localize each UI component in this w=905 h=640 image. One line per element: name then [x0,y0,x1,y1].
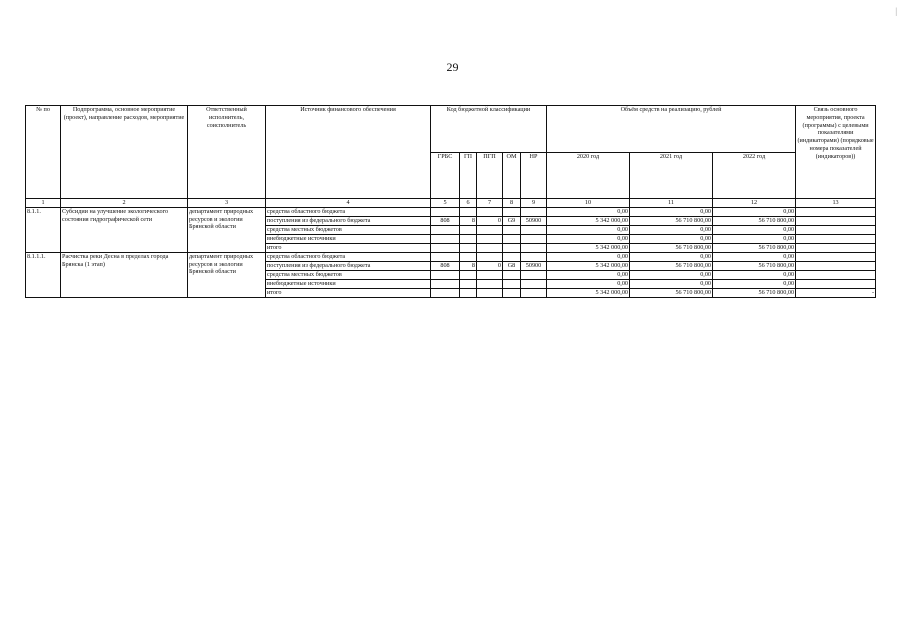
header-no: № по [26,106,61,199]
gp-cell [460,225,477,234]
value-2022: 56 710 800,00 [713,243,796,252]
value-2021: 56 710 800,00 [630,243,713,252]
column-number: 5 [431,199,460,208]
table-row [26,207,876,216]
nr-cell [521,270,547,279]
link-cell [796,207,876,216]
gp-cell [460,243,477,252]
gp-cell: 8 [460,261,477,270]
column-number-row [26,199,876,208]
column-number: 12 [713,199,796,208]
header-source: Источник финансового обеспечения [266,106,431,199]
column-number: 2 [61,199,188,208]
funding-source: средства областного бюджета [266,207,431,216]
nr-cell: 50900 [521,216,547,225]
om-cell [503,270,521,279]
gp-cell [460,252,477,261]
grbs-cell [431,207,460,216]
value-2020: 0,00 [547,270,630,279]
header-grbs: ГРБС [431,152,460,199]
pgp-cell [477,279,503,288]
value-2021: 0,00 [630,279,713,288]
funding-source: средства местных бюджетов [266,270,431,279]
value-2021: 0,00 [630,225,713,234]
om-cell [503,207,521,216]
item-name: Субсидии на улучшение экологического состояния гидрографической сети [61,207,188,252]
item-executor: департамент природных ресурсов и экологии Брянской области [188,252,266,297]
om-cell [503,225,521,234]
link-cell [796,225,876,234]
value-2020: 5 342 000,00 [547,261,630,270]
value-2020: 0,00 [547,207,630,216]
funding-source: внебюджетные источники [266,279,431,288]
value-2022: 0,00 [713,234,796,243]
item-executor: департамент природных ресурсов и экологии Брянской области [188,207,266,252]
pgp-cell [477,225,503,234]
header-link: Связь основного мероприятия, проекта (программы) с целевыми показателями (индикаторами) (порядковые номера показателей (индикаторов)) [796,106,876,199]
om-cell: G8 [503,261,521,270]
edge-mark: | [895,6,897,16]
value-2021: 56 710 800,00 [630,261,713,270]
column-number: 1 [26,199,61,208]
column-number: 9 [521,199,547,208]
item-name: Расчистка реки Десна в пределах города Брянска (1 этап) [61,252,188,297]
value-2022: 56 710 800,00 [713,288,796,297]
table-header [26,106,876,208]
link-cell [796,261,876,270]
column-number: 4 [266,199,431,208]
grbs-cell: 808 [431,261,460,270]
om-cell [503,288,521,297]
header-subprogram: Подпрограмма, основное мероприятие (проект), направление расходов, мероприятие [61,106,188,199]
nr-cell [521,234,547,243]
funding-source: средства областного бюджета [266,252,431,261]
grbs-cell [431,243,460,252]
gp-cell [460,279,477,288]
gp-cell: 8 [460,216,477,225]
nr-cell [521,243,547,252]
value-2020: 5 342 000,00 [547,243,630,252]
nr-cell: 50900 [521,261,547,270]
value-2021: 0,00 [630,234,713,243]
pgp-cell [477,270,503,279]
gp-cell [460,234,477,243]
link-cell: - [796,288,876,297]
grbs-cell [431,288,460,297]
header-year-2022: 2022 год [713,152,796,199]
nr-cell [521,288,547,297]
item-number: 8.1.1. [26,207,61,252]
funding-source: поступления из федерального бюджета [266,216,431,225]
column-number: 13 [796,199,876,208]
pgp-cell [477,288,503,297]
value-2022: 0,00 [713,207,796,216]
page-number: 29 [446,60,459,74]
pgp-cell [477,207,503,216]
header-budget-code: Код бюджетной классификации [431,106,547,153]
column-number: 7 [477,199,503,208]
value-2021: 0,00 [630,252,713,261]
link-cell [796,279,876,288]
grbs-cell: 808 [431,216,460,225]
column-number: 8 [503,199,521,208]
value-2020: 5 342 000,00 [547,216,630,225]
header-executor: Ответственный исполнитель, соисполнитель [188,106,266,199]
column-number: 6 [460,199,477,208]
value-2021: 0,00 [630,270,713,279]
grbs-cell [431,225,460,234]
budget-table [25,105,876,298]
pgp-cell: 0 [477,216,503,225]
grbs-cell [431,234,460,243]
funding-source: итого [266,243,431,252]
table-body [26,207,876,297]
grbs-cell [431,270,460,279]
column-number: 11 [630,199,713,208]
value-2020: 0,00 [547,225,630,234]
funding-source: внебюджетные источники [266,234,431,243]
header-gp: ГП [460,152,477,199]
column-number: 10 [547,199,630,208]
om-cell [503,234,521,243]
value-2020: 5 342 000,00 [547,288,630,297]
grbs-cell [431,252,460,261]
funding-source: средства местных бюджетов [266,225,431,234]
value-2022: 56 710 800,00 [713,261,796,270]
link-cell [796,270,876,279]
value-2021: 56 710 800,00 [630,288,713,297]
nr-cell [521,252,547,261]
value-2020: 0,00 [547,279,630,288]
header-year-2021: 2021 год [630,152,713,199]
nr-cell [521,279,547,288]
om-cell [503,252,521,261]
header-nr: НР [521,152,547,199]
item-number: 8.1.1.1. [26,252,61,297]
value-2021: 56 710 800,00 [630,216,713,225]
header-om: ОМ [503,152,521,199]
value-2020: 0,00 [547,234,630,243]
gp-cell [460,207,477,216]
table-row [26,252,876,261]
value-2022: 0,00 [713,270,796,279]
funding-source: поступления из федерального бюджета [266,261,431,270]
pgp-cell [477,243,503,252]
gp-cell [460,270,477,279]
value-2022: 0,00 [713,252,796,261]
link-cell [796,243,876,252]
pgp-cell [477,252,503,261]
value-2022: 56 710 800,00 [713,216,796,225]
value-2022: 0,00 [713,279,796,288]
pgp-cell: 0 [477,261,503,270]
om-cell: G9 [503,216,521,225]
header-volume: Объём средств на реализацию, рублей [547,106,796,153]
link-cell [796,216,876,225]
nr-cell [521,225,547,234]
gp-cell [460,288,477,297]
value-2022: 0,00 [713,225,796,234]
column-number: 3 [188,199,266,208]
om-cell [503,279,521,288]
value-2021: 0,00 [630,207,713,216]
nr-cell [521,207,547,216]
value-2020: 0,00 [547,252,630,261]
grbs-cell [431,279,460,288]
link-cell [796,234,876,243]
pgp-cell [477,234,503,243]
header-pgp: ПГП [477,152,503,199]
funding-source: итого [266,288,431,297]
header-year-2020: 2020 год [547,152,630,199]
om-cell [503,243,521,252]
link-cell [796,252,876,261]
